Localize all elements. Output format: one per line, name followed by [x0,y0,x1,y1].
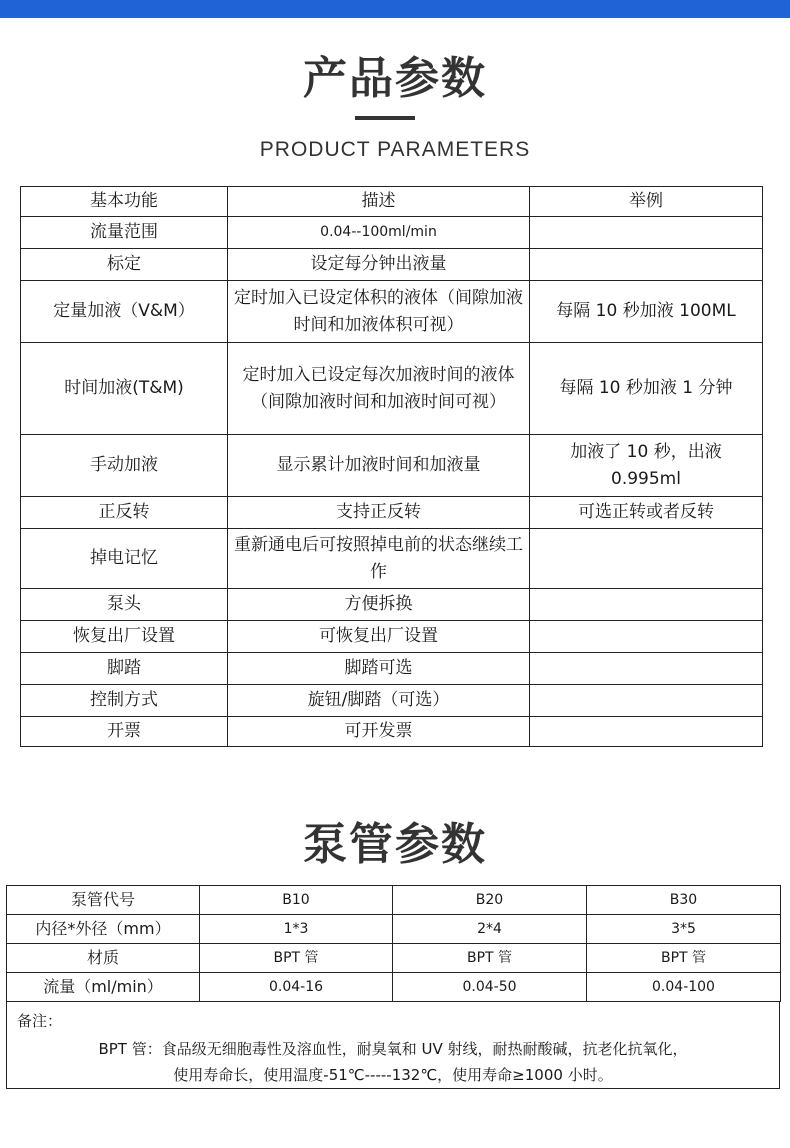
row-label-cell: 内径*外径（mm） [7,915,200,944]
header-cell: 基本功能 [21,187,228,217]
function-cell: 开票 [21,717,228,747]
function-cell: 定量加液（V&M） [21,281,228,343]
example-cell: 每隔 10 秒加液 1 分钟 [530,343,763,435]
table-row [21,529,763,589]
pump-tube-table [6,885,781,1002]
table-row [21,343,763,435]
description-cell: 定时加入已设定每次加液时间的液体（间隙加液时间和加液时间可视） [228,343,530,435]
table-header-row [21,187,763,217]
description-cell: 旋钮/脚踏（可选） [228,685,530,717]
value-cell: 0.04-100 [587,973,781,1002]
table-row [7,915,781,944]
top-accent-bar [0,0,790,18]
table-row [21,685,763,717]
notes-line-2: 使用寿命长，使用温度-51℃-----132℃，使用寿命≥1000 小时。 [173,1066,613,1084]
description-cell: 设定每分钟出液量 [228,249,530,281]
function-cell: 正反转 [21,497,228,529]
description-cell: 定时加入已设定体积的液体（间隙加液时间和加液体积可视） [228,281,530,343]
value-cell: 1*3 [200,915,393,944]
row-label-cell: 泵管代号 [7,886,200,915]
value-cell: 0.04-16 [200,973,393,1002]
page-title: 产品参数 [303,53,487,104]
function-cell: 泵头 [21,589,228,621]
table-row [21,217,763,249]
description-cell: 支持正反转 [228,497,530,529]
example-cell [530,685,763,717]
function-cell: 标定 [21,249,228,281]
function-cell: 脚踏 [21,653,228,685]
row-label-cell: 流量（ml/min） [7,973,200,1002]
notes-line-1: BPT 管：食品级无细胞毒性及溶血性，耐臭氧和 UV 射线，耐热耐酸碱，抗老化抗氧化， [98,1040,688,1058]
value-cell: 3*5 [587,915,781,944]
value-cell: 2*4 [393,915,587,944]
description-cell: 重新通电后可按照掉电前的状态继续工作 [228,529,530,589]
product-parameters-table [20,186,763,747]
value-cell: BPT 管 [587,944,781,973]
header-cell: 描述 [228,187,530,217]
value-cell: BPT 管 [200,944,393,973]
description-cell: 0.04--100ml/min [228,217,530,249]
table-row [21,717,763,747]
function-cell: 控制方式 [21,685,228,717]
notes-box [6,1002,780,1089]
example-cell: 加液了 10 秒，出液 0.995ml [530,435,763,497]
function-cell: 流量范围 [21,217,228,249]
example-cell [530,653,763,685]
title-underline [355,116,415,120]
function-cell: 恢复出厂设置 [21,621,228,653]
table-row [21,249,763,281]
description-cell: 可恢复出厂设置 [228,621,530,653]
table-row [7,886,781,915]
page-subtitle: PRODUCT PARAMETERS [259,138,531,161]
example-cell [530,217,763,249]
example-cell [530,529,763,589]
header-cell: 举例 [530,187,763,217]
notes-label: 备注： [17,1012,63,1030]
description-cell: 显示累计加液时间和加液量 [228,435,530,497]
example-cell: 每隔 10 秒加液 100ML [530,281,763,343]
table-row [7,973,781,1002]
description-cell: 方便拆换 [228,589,530,621]
example-cell [530,621,763,653]
table-row [21,621,763,653]
value-cell: 0.04-50 [393,973,587,1002]
value-cell: B20 [393,886,587,915]
example-cell [530,589,763,621]
function-cell: 掉电记忆 [21,529,228,589]
row-label-cell: 材质 [7,944,200,973]
description-cell: 脚踏可选 [228,653,530,685]
table-row [21,653,763,685]
value-cell: BPT 管 [393,944,587,973]
value-cell: B30 [587,886,781,915]
tube-section-title: 泵管参数 [303,819,487,870]
table-row [21,281,763,343]
example-cell [530,249,763,281]
table-row [21,435,763,497]
description-cell: 可开发票 [228,717,530,747]
table-row [21,497,763,529]
example-cell: 可选正转或者反转 [530,497,763,529]
function-cell: 时间加液(T&M) [21,343,228,435]
table-row [21,589,763,621]
example-cell [530,717,763,747]
table-row [7,944,781,973]
value-cell: B10 [200,886,393,915]
function-cell: 手动加液 [21,435,228,497]
